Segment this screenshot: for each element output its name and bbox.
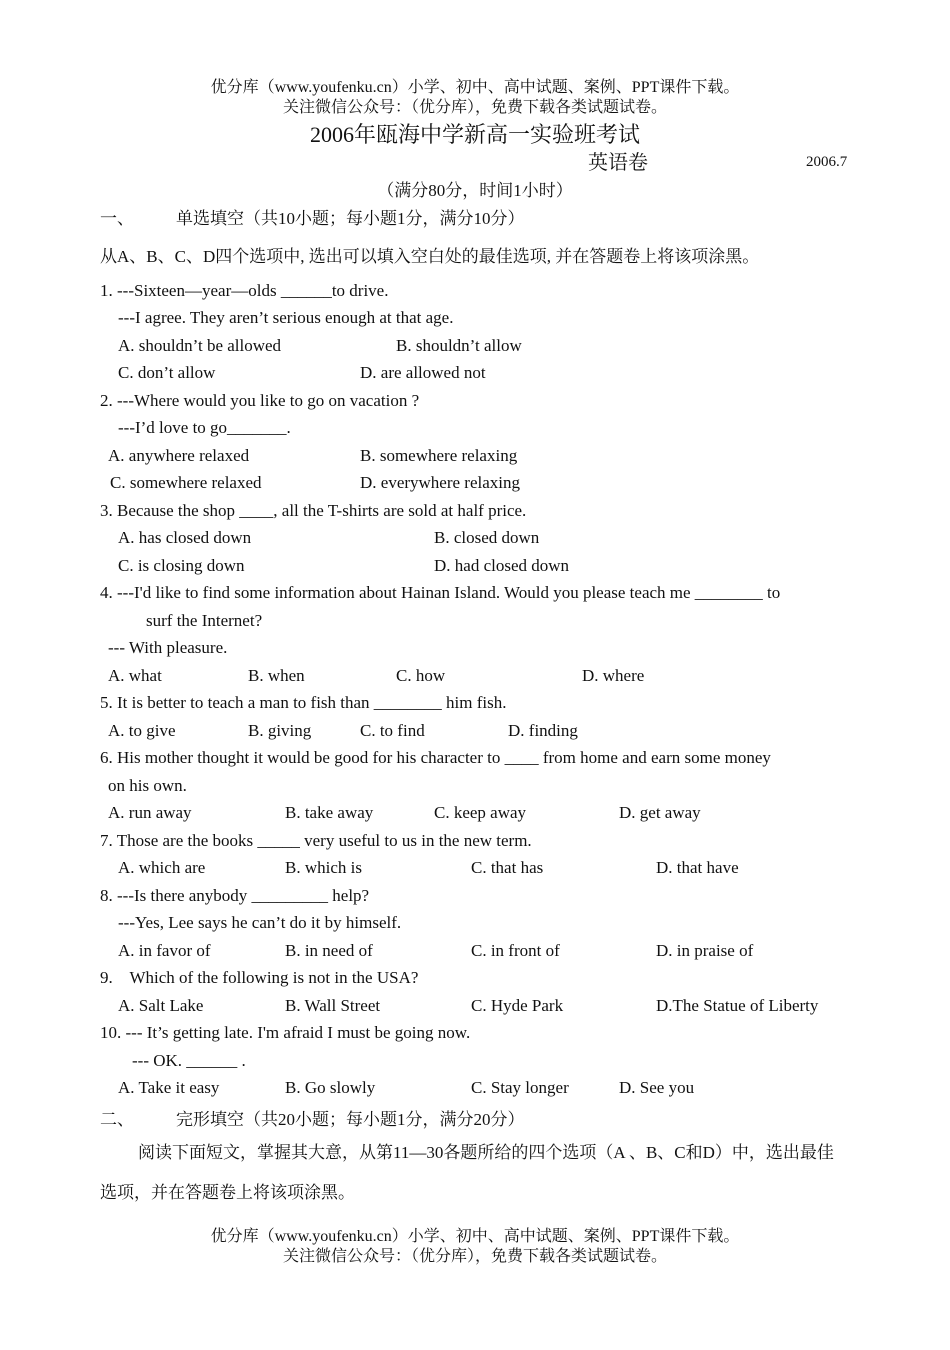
question-10-option-d[interactable]: D. See you [619, 1078, 695, 1097]
footer-line-1: 优分库（www.youfenku.cn）小学、初中、高中试题、案例、PPT课件下载。 [210, 1228, 740, 1245]
question-4-option-a[interactable]: A. what [108, 666, 162, 685]
question-2-option-b[interactable]: B. somewhere relaxing [360, 446, 518, 465]
section-2-instruction: 阅读下面短文，掌握其大意，从第11—30各题所给的四个选项（A 、B、C和D）中，选出最佳选项，并在答题卷上将该项涂黑。 [100, 1143, 834, 1202]
question-8-option-a[interactable]: A. in favor of [118, 941, 211, 960]
section-2-number: 二、 [100, 1110, 134, 1129]
question-8-reply: ---Yes, Lee says he can’t do it by himself. [118, 913, 402, 932]
section-1-instruction: 从A、B、C、D四个选项中, 选出可以填入空白处的最佳选项, 并在答题卷上将该项涂黑。 [100, 247, 760, 266]
question-10-reply: --- OK. ______ . [132, 1051, 246, 1070]
question-4-reply: --- With pleasure. [108, 638, 228, 657]
question-6-option-c[interactable]: C. keep away [434, 803, 527, 822]
question-9-option-a[interactable]: A. Salt Lake [118, 996, 204, 1015]
question-2-option-c[interactable]: C. somewhere relaxed [110, 473, 262, 492]
question-7-option-d[interactable]: D. that have [656, 858, 739, 877]
question-3-option-d[interactable]: D. had closed down [434, 556, 570, 575]
question-8-option-b[interactable]: B. in need of [285, 941, 373, 960]
section-1-heading: 单选填空（共10小题；每小题1分，满分10分） [176, 209, 525, 228]
question-3-option-c[interactable]: C. is closing down [118, 556, 245, 575]
question-8-option-c[interactable]: C. in front of [471, 941, 560, 960]
question-2-stem: 2. ---Where would you like to go on vacation ? [100, 391, 420, 410]
question-5-option-a[interactable]: A. to give [108, 721, 176, 740]
header-line-2: 关注微信公众号：（优分库），免费下载各类试题试卷。 [282, 99, 667, 116]
question-5-option-b[interactable]: B. giving [248, 721, 312, 740]
question-4-option-c[interactable]: C. how [396, 666, 446, 685]
header-line-1: 优分库（www.youfenku.cn）小学、初中、高中试题、案例、PPT课件下载。 [210, 79, 740, 96]
question-9-stem: 9. Which of the following is not in the USA? [100, 968, 419, 987]
question-6-option-b[interactable]: B. take away [285, 803, 374, 822]
section-2-heading: 完形填空（共20小题；每小题1分，满分20分） [176, 1110, 525, 1129]
question-1-option-d[interactable]: D. are allowed not [360, 363, 486, 382]
question-10-option-c[interactable]: C. Stay longer [471, 1078, 569, 1097]
question-6-stem: 6. His mother thought it would be good for his character to ____ from home and earn some money [100, 748, 771, 767]
question-2-option-a[interactable]: A. anywhere relaxed [108, 446, 250, 465]
question-1-option-c[interactable]: C. don’t allow [118, 363, 216, 382]
exam-subtitle: 英语卷 [588, 152, 648, 174]
question-10-option-a[interactable]: A. Take it easy [118, 1078, 220, 1097]
question-4-option-b[interactable]: B. when [248, 666, 305, 685]
question-3-stem: 3. Because the shop ____, all the T-shirts are sold at half price. [100, 501, 527, 520]
question-7-option-b[interactable]: B. which is [285, 858, 362, 877]
question-8-option-d[interactable]: D. in praise of [656, 941, 754, 960]
question-1-reply: ---I agree. They aren’t serious enough at that age. [118, 308, 454, 327]
question-5-option-d[interactable]: D. finding [508, 721, 578, 740]
exam-date: 2006.7 [806, 154, 848, 170]
score-line: （满分80分，时间1小时） [377, 181, 573, 200]
question-1-stem: 1. ---Sixteen—year—olds ______to drive. [100, 281, 389, 300]
question-3-option-a[interactable]: A. has closed down [118, 528, 252, 547]
question-7-option-c[interactable]: C. that has [471, 858, 544, 877]
question-2-option-d[interactable]: D. everywhere relaxing [360, 473, 521, 492]
question-4-stem-continued: surf the Internet? [146, 611, 263, 630]
question-7-stem: 7. Those are the books _____ very useful to us in the new term. [100, 831, 532, 850]
question-6-option-a[interactable]: A. run away [108, 803, 192, 822]
section-1-number: 一、 [100, 209, 134, 228]
question-6-option-d[interactable]: D. get away [619, 803, 701, 822]
question-4-option-d[interactable]: D. where [582, 666, 645, 685]
question-9-option-b[interactable]: B. Wall Street [285, 996, 381, 1015]
footer-line-2: 关注微信公众号：（优分库），免费下载各类试题试卷。 [282, 1248, 667, 1265]
question-9-option-c[interactable]: C. Hyde Park [471, 996, 564, 1015]
question-10-option-b[interactable]: B. Go slowly [285, 1078, 376, 1097]
question-5-stem: 5. It is better to teach a man to fish than ________ him fish. [100, 693, 507, 712]
question-1-option-a[interactable]: A. shouldn’t be allowed [118, 336, 282, 355]
question-4-stem: 4. ---I'd like to find some information about Hainan Island. Would you please teach me ________ to [100, 583, 781, 602]
exam-title: 2006年瓯海中学新高一实验班考试 [309, 122, 640, 147]
question-8-stem: 8. ---Is there anybody _________ help? [100, 886, 370, 905]
question-5-option-c[interactable]: C. to find [360, 721, 425, 740]
question-10-stem: 10. --- It’s getting late. I'm afraid I must be going now. [100, 1023, 471, 1042]
question-2-reply: ---I’d love to go_______. [118, 418, 291, 437]
question-3-option-b[interactable]: B. closed down [434, 528, 540, 547]
question-9-option-d[interactable]: D.The Statue of Liberty [656, 996, 819, 1015]
question-6-stem-continued: on his own. [108, 776, 187, 795]
question-7-option-a[interactable]: A. which are [118, 858, 206, 877]
question-1-option-b[interactable]: B. shouldn’t allow [396, 336, 522, 355]
